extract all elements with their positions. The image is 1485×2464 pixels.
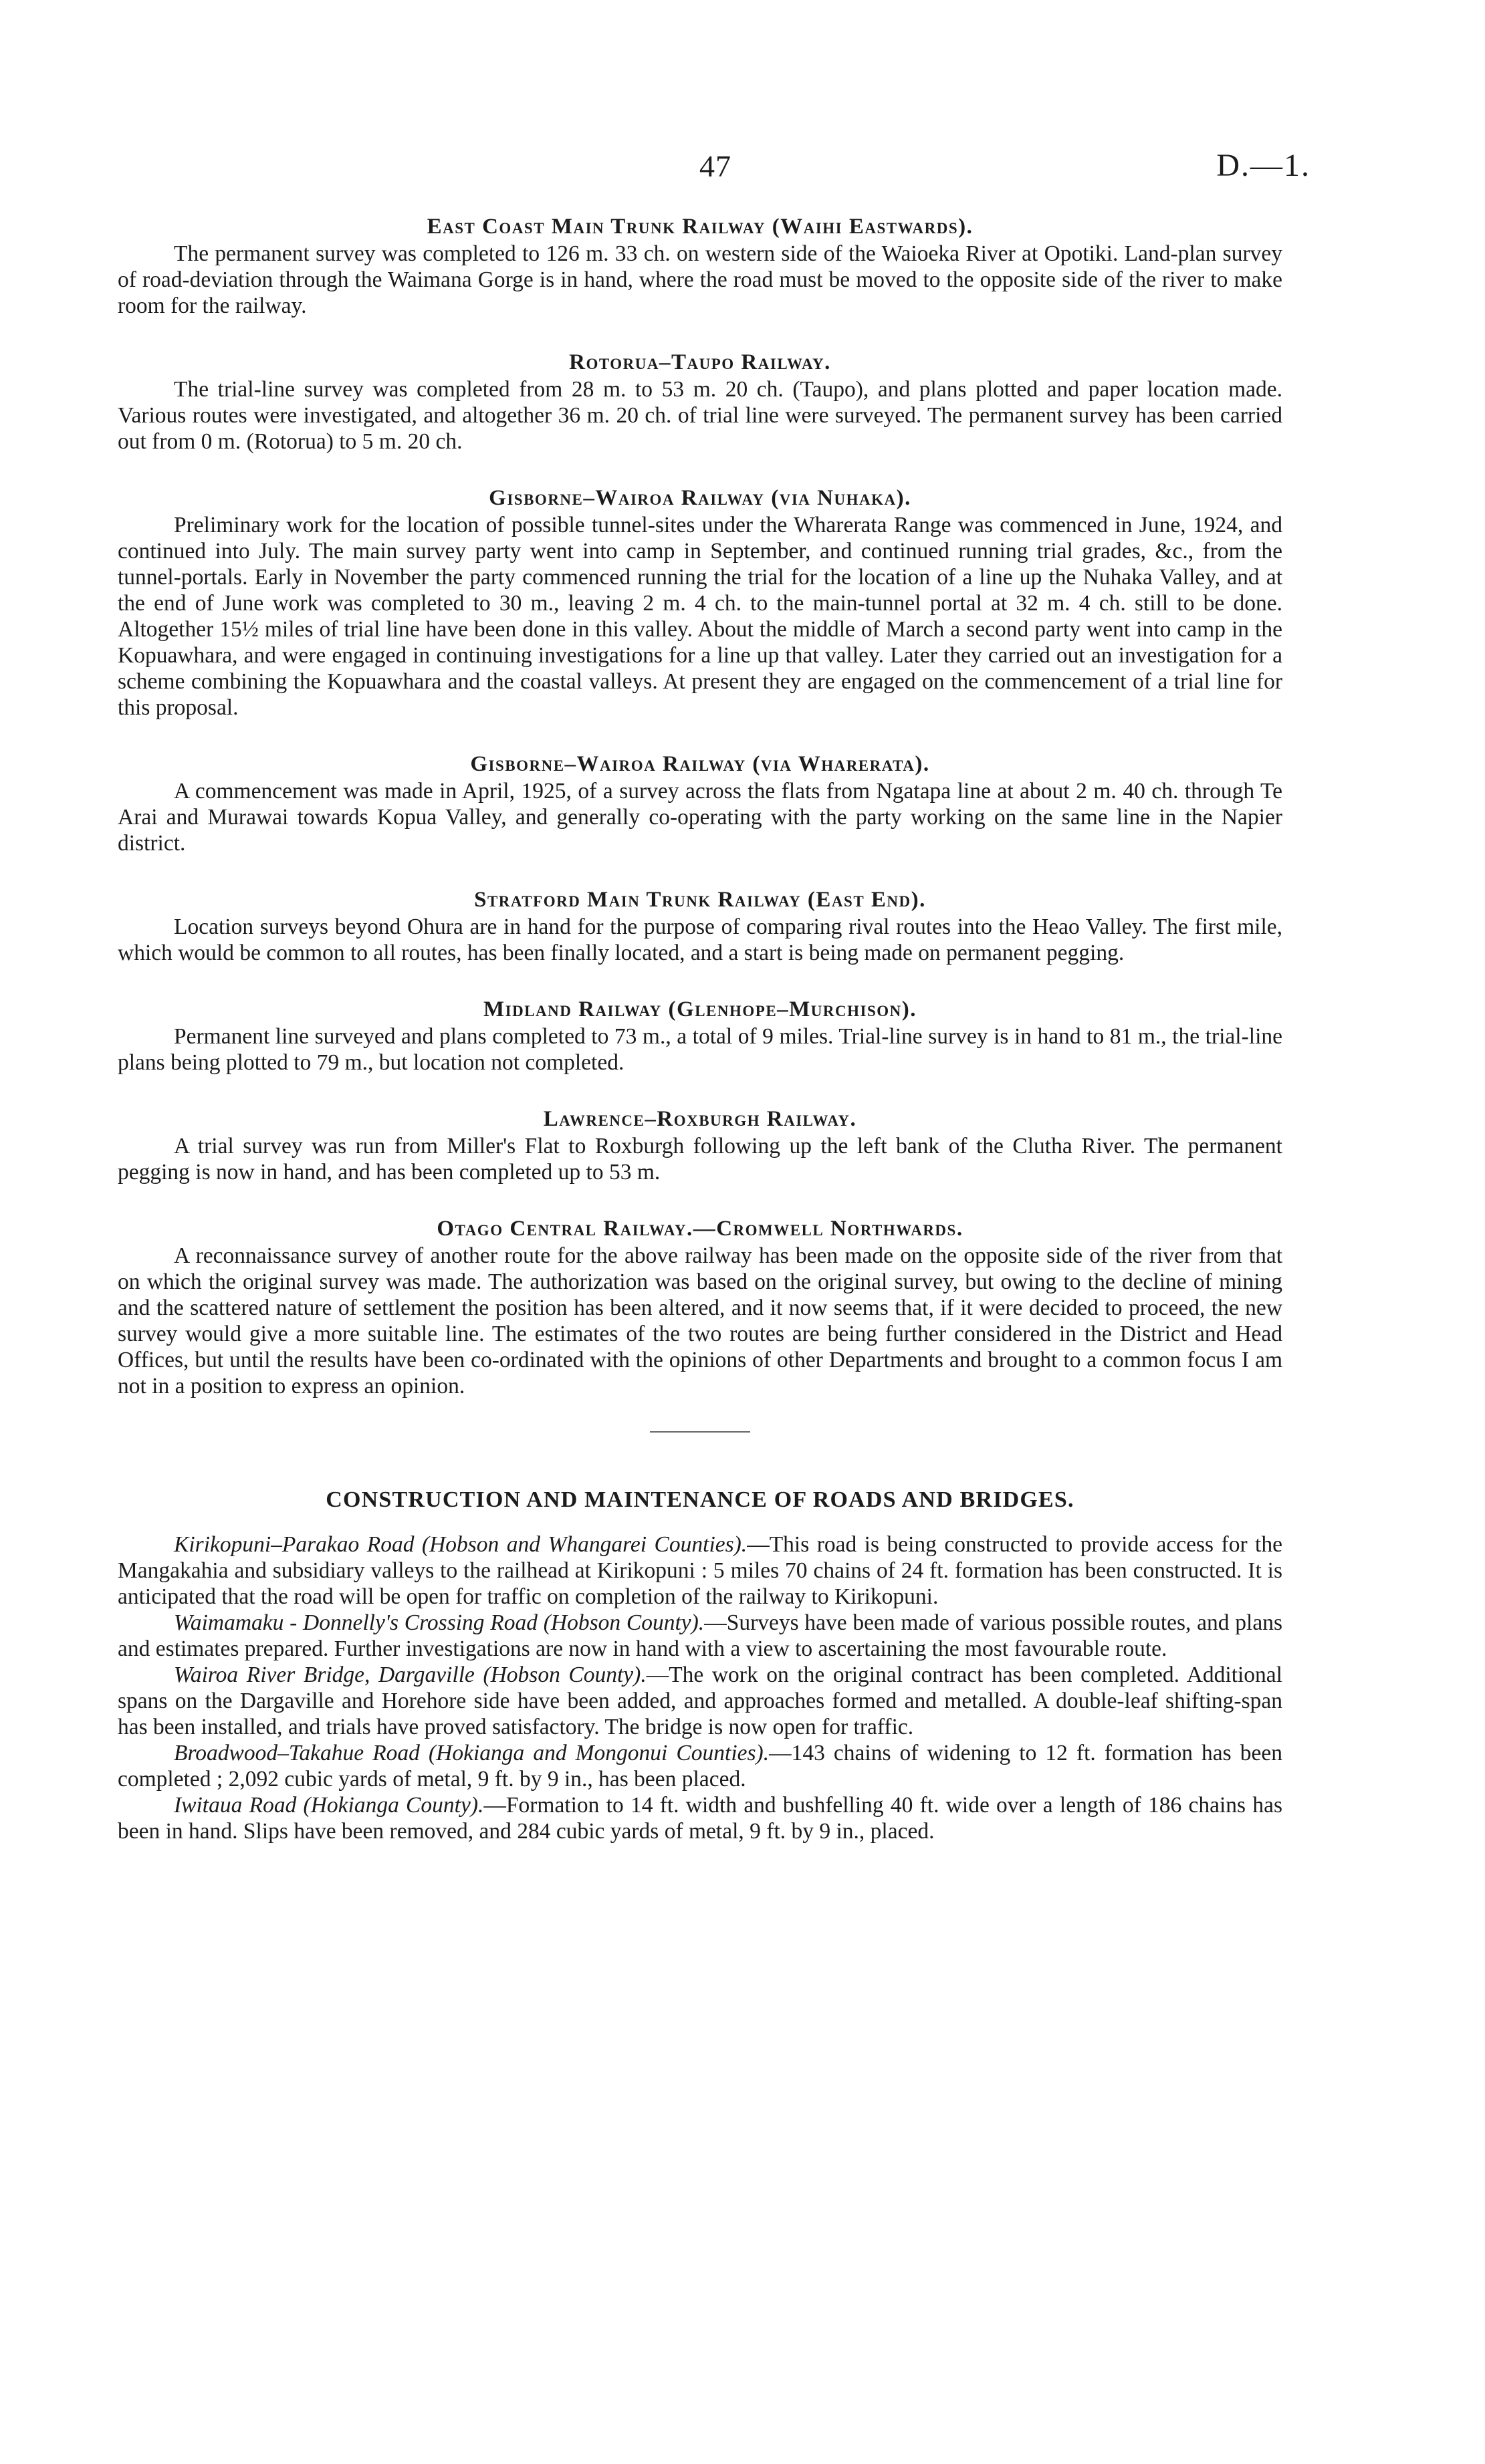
road-title: Waimamaku - Donnelly's Crossing Road (Hobson County). — [174, 1610, 705, 1635]
section-east-coast — [118, 213, 1282, 319]
road-title: Iwitaua Road (Hokianga County). — [174, 1793, 484, 1818]
section-stratford — [118, 886, 1282, 966]
section-heading: Otago Central Railway.—Cromwell Northwards. — [437, 1217, 963, 1241]
section-paragraph: A reconnaissance survey of another route for the above railway has been made on the opposite side of the river from that on which the original survey was made. The authorization was based on the original survey, but owing to the decline of mining and the scattered nature of settlement the position has been altered, and it now seems that, if it were decided to proceed, the new survey would give a more suitable line. The estimates of the two routes are being further considered in the District and Head Offices, but until the results have been co-ordinated with the opinions of other Departments and brought to a common focus I am not in a position to express an opinion. — [118, 1243, 1282, 1398]
section-paragraph: The permanent survey was completed to 126 m. 33 ch. on western side of the Waioeka River at Opotiki. Land-plan survey of road-deviation through the Waimana Gorge is in hand, where the road must be moved to the opposite side of the river to make room for the railway. — [118, 241, 1282, 318]
road-title: Kirikopuni–Parakao Road (Hobson and Whangarei Counties). — [174, 1532, 748, 1557]
road-text: —The work on the original contract has been completed. Additional spans on the Dargaville and Horehore side have been added, and approaches formed and metalled. A double-leaf shifting-span has been installed, and trials have proved satisfactory. The bridge is now open for traffic. — [118, 1662, 1282, 1739]
road-paragraph — [118, 1740, 1282, 1792]
road-paragraph — [118, 1662, 1282, 1740]
section-gisborne-wharerata — [118, 750, 1282, 856]
divider-rule — [650, 1431, 750, 1433]
section-gisborne-nuhaka — [118, 484, 1282, 721]
section-heading: Lawrence–Roxburgh Railway. — [543, 1107, 857, 1131]
section-lawrence-roxburgh — [118, 1105, 1282, 1185]
road-text: —Formation to 14 ft. width and bushfelling 40 ft. wide over a length of 186 chains has been in hand. Slips have been removed, and 284 cubic yards of metal, 9 ft. by 9 in., placed. — [118, 1793, 1282, 1844]
roads-heading: CONSTRUCTION AND MAINTENANCE OF ROADS AND BRIDGES. — [326, 1487, 1074, 1512]
road-paragraph — [118, 1610, 1282, 1662]
road-text: —143 chains of widening to 12 ft. formation has been completed ; 2,092 cubic yards of metal, 9 ft. by 9 in., has been placed. — [118, 1741, 1282, 1792]
section-rotorua-taupo — [118, 348, 1282, 455]
road-title: Broadwood–Takahue Road (Hokianga and Mongonui Counties). — [174, 1741, 770, 1765]
section-heading: Midland Railway (Glenhope–Murchison). — [483, 997, 917, 1021]
section-heading: Rotorua–Taupo Railway. — [569, 350, 831, 374]
roads-section — [118, 1531, 1282, 1844]
road-paragraph — [118, 1792, 1282, 1844]
section-paragraph: A commencement was made in April, 1925, of a survey across the flats from Ngatapa line at about 2 m. 40 ch. through Te Arai and Murawai towards Kopua Valley, and generally co-operating with the party working on the same line in the Napier district. — [118, 779, 1282, 856]
road-text: —This road is being constructed to provide access for the Mangakahia and subsidiary valleys to the railhead at Kirikopuni : 5 miles 70 chains of 24 ft. formation has been constructed. It is anticipated that the road will be open for traffic on completion of the railway to Kirikopuni. — [118, 1532, 1282, 1609]
section-otago-central — [118, 1215, 1282, 1399]
section-midland — [118, 995, 1282, 1076]
section-paragraph: Permanent line surveyed and plans completed to 73 m., a total of 9 miles. Trial-line survey is in hand to 81 m., the trial-line plans being plotted to 79 m., but location not completed. — [118, 1024, 1282, 1075]
section-paragraph: A trial survey was run from Miller's Flat to Roxburgh following up the left bank of the Clutha River. The permanent pegging is now in hand, and has been completed up to 53 m. — [118, 1134, 1282, 1185]
section-heading: Gisborne–Wairoa Railway (via Nuhaka). — [489, 486, 911, 510]
section-heading: East Coast Main Trunk Railway (Waihi Eastwards). — [427, 215, 974, 239]
page-content — [118, 213, 1282, 1844]
section-heading: Gisborne–Wairoa Railway (via Wharerata). — [470, 752, 930, 776]
section-heading: Stratford Main Trunk Railway (East End). — [474, 888, 926, 912]
section-paragraph: Location surveys beyond Ohura are in hand for the purpose of comparing rival routes into the Heao Valley. The first mile, which would be common to all routes, has been finally located, and a start is being made on permanent pegging. — [118, 914, 1282, 965]
road-title: Wairoa River Bridge, Dargaville (Hobson County). — [174, 1662, 647, 1687]
page-number: 47 — [699, 149, 731, 183]
road-text: —Surveys have been made of various possible routes, and plans and estimates prepared. Further investigations are now in hand with a view to ascertaining the most favourable route. — [118, 1610, 1283, 1661]
section-paragraph: Preliminary work for the location of possible tunnel-sites under the Wharerata Range was commenced in June, 1924, and continued into July. The main survey party went into camp in September, and continued running trial grades, &c., from the tunnel-portals. Early in November the party commenced running the trial for the location of a line up the Nuhaka Valley, and at the end of June work was completed to 30 m., leaving 2 m. 4 ch. to the main-tunnel portal at 32 m. 4 ch. still to be done. Altogether 15½ miles of trial line have been done in this valley. About the middle of March a second party went into camp in the Kopuawhara, and were engaged in continuing investigations for a line up that valley. Later they carried out an investigation for a scheme combining the Kopuawhara and the coastal valleys. At present they are engaged on the commencement of a trial line for this proposal. — [118, 513, 1282, 720]
section-paragraph: The trial-line survey was completed from 28 m. to 53 m. 20 ch. (Taupo), and plans plotted and paper location made. Various routes were investigated, and altogether 36 m. 20 ch. of trial line were surveyed. The permanent survey has been carried out from 0 m. (Rotorua) to 5 m. 20 ch. — [118, 377, 1282, 454]
section-divider — [118, 1418, 1282, 1445]
document-reference: D.—1. — [1216, 148, 1310, 183]
road-paragraph — [118, 1531, 1282, 1610]
